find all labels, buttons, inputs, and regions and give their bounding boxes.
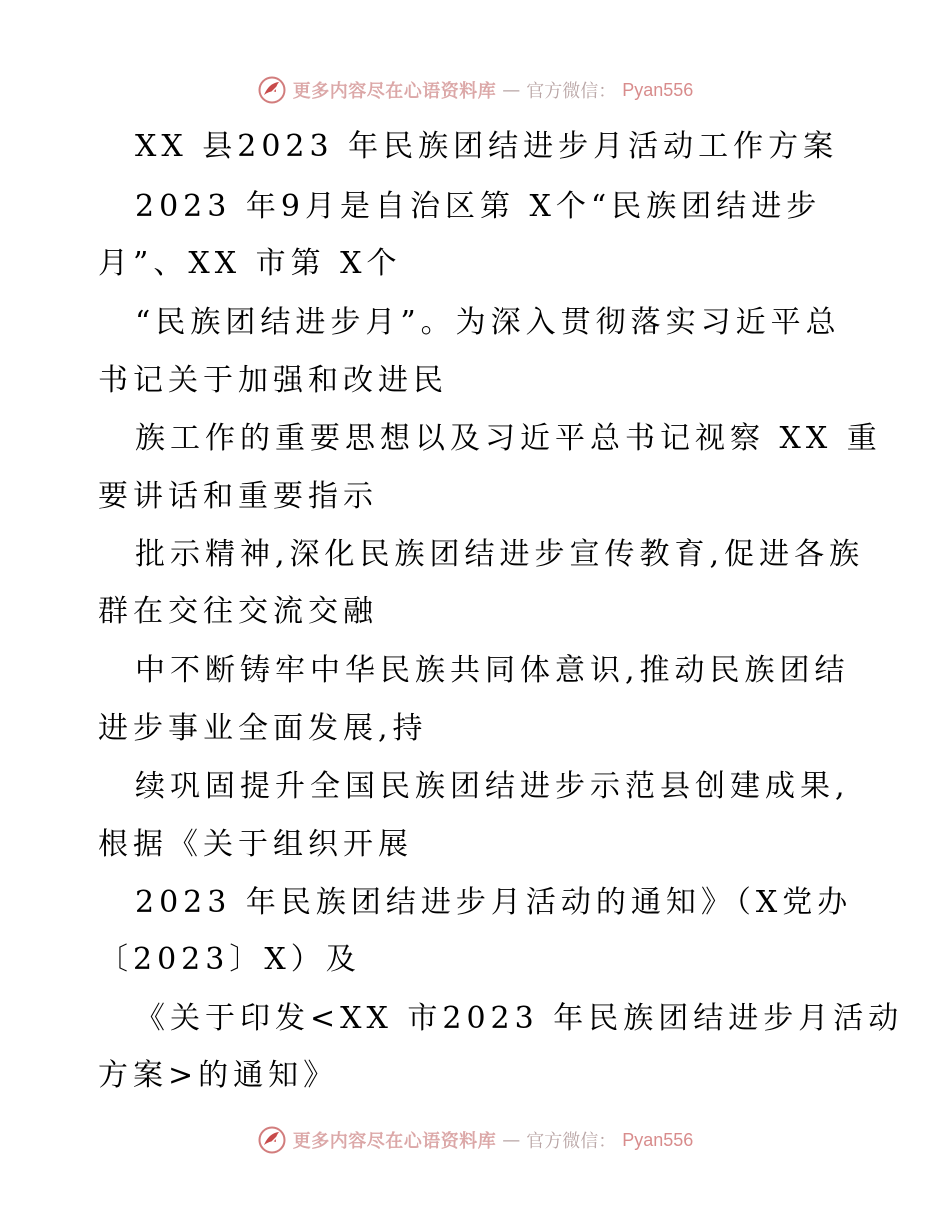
footer-watermark-banner: [0, 1120, 950, 1160]
text-line: 群在交往交流交融: [98, 594, 378, 629]
text-line: 《关于印发<XX 市2023 年民族团结进步月活动: [135, 1001, 904, 1036]
brand-logo-icon: [257, 75, 287, 105]
wechat-id: Pyan556: [622, 1129, 694, 1150]
banner-dash: —: [502, 79, 521, 101]
text-line: 中不断铸牢中华民族共同体意识,推动民族团结: [135, 653, 850, 688]
text-line: 批示精神,深化民族团结进步宣传教育,促进各族: [135, 537, 865, 572]
text-line: 要讲话和重要指示: [98, 479, 378, 514]
text-line: 书记关于加强和改进民: [98, 363, 448, 398]
text-line: 族工作的重要思想以及习近平总书记视察 XX 重: [135, 421, 882, 456]
brand-logo-icon: [257, 1125, 287, 1155]
text-line: 续巩固提升全国民族团结进步示范县创建成果,: [135, 769, 850, 804]
text-line: 进步事业全面发展,持: [98, 711, 428, 746]
header-watermark-banner: [0, 70, 950, 110]
text-line: “民族团结进步月”。为深入贯彻落实习近平总: [135, 305, 841, 340]
text-line: 根据《关于组织开展: [98, 827, 413, 862]
brand-name: 更多内容尽在心语资料库: [292, 81, 497, 102]
wechat-id: Pyan556: [622, 79, 694, 100]
text-line: 2023 年民族团结进步月活动的通知》（X党办: [135, 885, 853, 920]
text-line: 方案>的通知》: [98, 1058, 339, 1093]
banner-dash: —: [502, 1129, 521, 1151]
text-line: 〔2023〕X）及: [98, 942, 361, 977]
brand-name: 更多内容尽在心语资料库: [292, 1131, 497, 1152]
text-line: 月”、XX 市第 X个: [98, 246, 402, 281]
document-title: XX 县2023 年民族团结进步月活动工作方案: [135, 129, 839, 164]
text-line: 2023 年9月是自治区第 X个“民族团结进步: [135, 189, 822, 224]
wechat-label: 官方微信：: [526, 1131, 617, 1152]
wechat-label: 官方微信：: [526, 81, 617, 102]
